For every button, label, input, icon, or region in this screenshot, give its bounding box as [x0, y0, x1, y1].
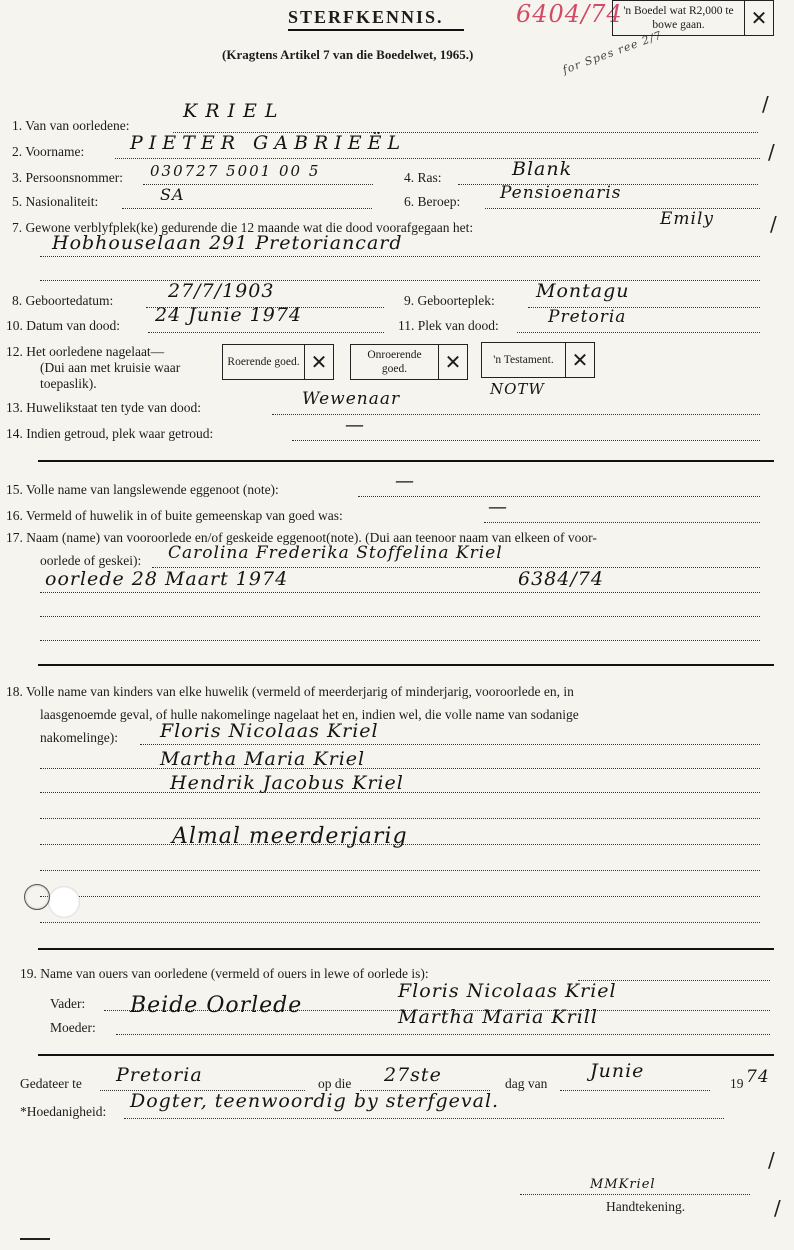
parents-status: Beide Oorlede [130, 993, 303, 1018]
field-17-line-3 [40, 616, 760, 617]
dag-van-label: dag van [505, 1076, 548, 1091]
field-15-line [358, 496, 760, 497]
edge-mark [20, 1238, 50, 1240]
moeder-value: Martha Maria Krill [398, 1006, 598, 1028]
field-18-line-1 [140, 744, 760, 745]
gedateer-value: Pretoria [116, 1064, 203, 1086]
field-18-line-8 [40, 922, 760, 923]
field-17-label-a: 17. Naam (name) van vooroorlede en/of geskeide eggenoot(note). (Dui aan teenoor naam van elkeen of voor- [6, 530, 597, 545]
checkbox-boedel-r2000[interactable] [612, 0, 774, 36]
year-value: 74 [746, 1067, 770, 1087]
field-5-value: SA [160, 185, 185, 204]
field-1-label: 1. Van van oorledene: [12, 118, 130, 133]
field-17-value-c: 6384/74 [518, 568, 604, 590]
field-10-value: 24 Junie 1974 [155, 304, 303, 326]
field-14-value: — [345, 414, 365, 436]
handtekening-label: Handtekening. [606, 1199, 686, 1214]
checkbox-label: Onroerende goed. [367, 349, 422, 375]
punch-hole [48, 886, 80, 918]
field-11-label: 11. Plek van dood: [398, 318, 499, 333]
field-3-label: 3. Persoonsnommer: [12, 170, 123, 185]
field-5-label: 5. Nasionaliteit: [12, 194, 99, 209]
field-15-value: — [395, 470, 415, 492]
checkbox-onroerende-goed[interactable] [350, 344, 468, 380]
cross-mark-icon: ✕ [744, 1, 773, 35]
field-11-value: Pretoria [548, 307, 627, 327]
field-17-line-2 [40, 592, 760, 593]
field-4-label: 4. Ras: [404, 170, 442, 185]
field-14-line [292, 440, 760, 441]
vader-value: Floris Nicolaas Kriel [398, 980, 617, 1002]
field-18-label-a: 18. Volle name van kinders van elke huwelik (vermeld of meerderjarig of minderjarig, vooroorlede en, in [6, 684, 574, 699]
field-6-value: Pensioenaris [500, 183, 622, 203]
field-11-line [517, 332, 760, 333]
hoedanigheid-value: Dogter, teenwoordig by sterfgeval. [130, 1090, 500, 1112]
tick-mark: / [768, 140, 775, 164]
field-18-label-c: nakomelinge): [40, 730, 118, 745]
cross-mark-icon: ✕ [304, 345, 333, 379]
field-15-label: 15. Volle name van langslewende eggenoot (note): [6, 482, 279, 497]
year-prefix: 19 [730, 1076, 744, 1091]
field-19-label: 19. Name van ouers van oorledene (vermeld of ouers in lewe of oorlede is): [20, 966, 429, 981]
field-7-label: 7. Gewone verblyfplek(ke) gedurende die 12 maande wat die dood voorafgegaan het: [12, 220, 474, 235]
dag-van-value: Junie [590, 1060, 645, 1082]
field-17-value-b: oorlede 28 Maart 1974 [45, 568, 289, 590]
checkbox-testament[interactable] [481, 342, 595, 378]
dag-van-line [560, 1090, 710, 1091]
cross-mark-icon: ✕ [438, 345, 467, 379]
field-7-line-2 [40, 280, 760, 281]
field-8-label: 8. Geboortedatum: [12, 293, 114, 308]
field-17-value-a: Carolina Frederika Stoffelina Kriel [168, 543, 503, 563]
field-18-line-4 [40, 818, 760, 819]
field-9-label: 9. Geboorteplek: [404, 293, 495, 308]
section-divider [38, 664, 774, 666]
field-13-note: NOTW [490, 380, 545, 398]
field-6-line [485, 208, 760, 209]
checkbox-label: 'n Boedel wat R2,000 te bowe gaan. [623, 5, 734, 31]
cross-mark-icon: ✕ [565, 343, 594, 377]
field-18-line-6 [40, 870, 760, 871]
field-18-child-1: Floris Nicolaas Kriel [160, 720, 379, 742]
punch-hole [24, 884, 50, 910]
section-divider [38, 1054, 774, 1056]
hoedanigheid-label: *Hoedanigheid: [20, 1104, 107, 1119]
title-underline [288, 29, 464, 31]
field-5-line [122, 208, 372, 209]
checkbox-label: 'n Testament. [493, 354, 554, 366]
field-16-value: — [488, 496, 508, 518]
field-18-child-3: Hendrik Jacobus Kriel [170, 772, 404, 794]
field-9-value: Montagu [536, 280, 630, 302]
field-3-value: 030727 5001 00 5 [150, 162, 321, 180]
field-18-label-b: laasgenoemde geval, of hulle nakomelinge nagelaat het en, indien wel, die volle name van sodanige [40, 707, 579, 722]
file-number-stamp: 6404/74 [516, 0, 623, 28]
form-title: STERFKENNIS. [288, 7, 444, 27]
moeder-line [116, 1034, 770, 1035]
signature: MMKriel [590, 1177, 656, 1192]
field-10-line [148, 332, 384, 333]
field-12-label-b: (Dui aan met kruisie waar [40, 360, 181, 375]
field-1-value: KRIEL [183, 100, 286, 122]
form-subtitle: (Kragtens Artikel 7 van die Boedelwet, 1965.) [222, 47, 474, 62]
tick-mark: / [774, 1196, 781, 1220]
section-divider [38, 948, 774, 950]
moeder-label: Moeder: [50, 1020, 96, 1035]
field-7-value-b: Hobhouselaan 291 Pretoriancard [52, 232, 403, 254]
field-17-label-b: oorlede of geskei): [40, 553, 142, 568]
field-16-label: 16. Vermeld of huwelik in of buite gemeenskap van goed was: [6, 508, 343, 523]
op-die-value: 27ste [384, 1064, 442, 1086]
field-7-value-a: Emily [660, 209, 715, 229]
field-8-value: 27/7/1903 [168, 280, 275, 302]
field-2-line [115, 158, 760, 159]
field-7-line-1 [40, 256, 760, 257]
tick-mark: / [768, 1148, 775, 1172]
field-17-line-4 [40, 640, 760, 641]
tick-mark: / [762, 92, 769, 116]
vader-label: Vader: [50, 996, 86, 1011]
field-2-label: 2. Voorname: [12, 144, 85, 159]
tick-mark: / [770, 212, 777, 236]
field-13-label: 13. Huwelikstaat ten tyde van dood: [6, 400, 201, 415]
field-12-label-c: toepaslik). [40, 376, 97, 391]
field-18-line-7 [40, 896, 760, 897]
margin-note: for Spes ree 2/7 [560, 28, 665, 77]
checkbox-roerende-goed[interactable] [222, 344, 334, 380]
field-10-label: 10. Datum van dood: [6, 318, 120, 333]
op-die-label: op die [318, 1076, 352, 1091]
field-16-line [484, 522, 760, 523]
signature-line [520, 1194, 750, 1195]
field-12-label-a: 12. Het oorledene nagelaat— [6, 344, 165, 359]
field-18-child-2: Martha Maria Kriel [160, 748, 366, 770]
hoedanigheid-line [124, 1118, 724, 1119]
field-18-line-2 [40, 768, 760, 769]
section-divider [38, 460, 774, 462]
field-4-value: Blank [512, 158, 573, 180]
field-2-value: PIETER GABRIEËL [130, 132, 407, 154]
field-6-label: 6. Beroep: [404, 194, 461, 209]
checkbox-label: Roerende goed. [227, 356, 300, 368]
field-13-value: Wewenaar [302, 389, 401, 409]
field-14-label: 14. Indien getroud, plek waar getroud: [6, 426, 214, 441]
field-18-note: Almal meerderjarig [172, 824, 408, 849]
gedateer-label: Gedateer te [20, 1076, 82, 1091]
